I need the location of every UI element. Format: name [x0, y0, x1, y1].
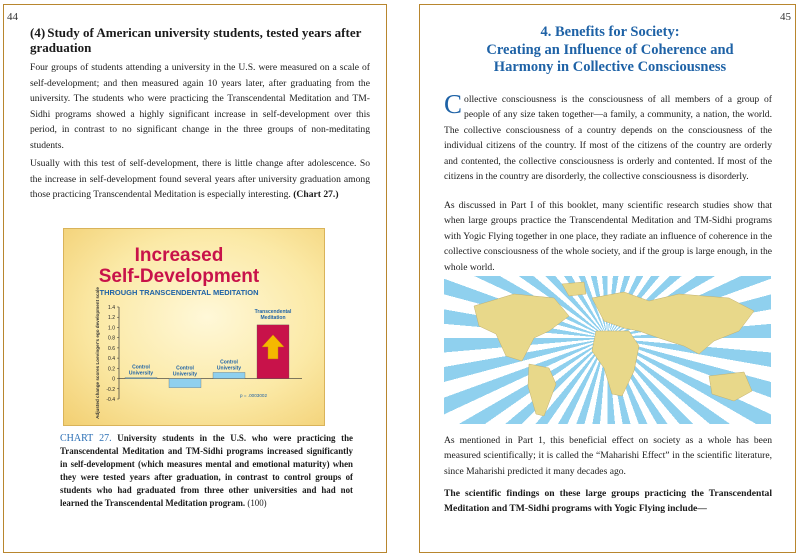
- significance-note: p = .0003002: [240, 393, 267, 398]
- para2-text: Usually with this test of self-development, there is little change after adolescence. So the increase in self-development found several years after university graduation among those practicing Transcendental Meditation is especially interesting.: [30, 158, 370, 201]
- body-paragraph-r2: As discussed in Part I of this booklet, many scientific research studies show that when large groups practice the Transcendental Meditation and TM-Sidhi programs with Yogic Flying together in one place, they radiate an influence of coherence in the collective consciousness of the whole society, and if the group is large enough, in the whole world.: [444, 200, 772, 273]
- caption-label: CHART 27.: [60, 433, 112, 444]
- y-tick-label: 1.0: [108, 325, 115, 332]
- body-paragraph-r1: [444, 89, 772, 184]
- title-line-2: Creating an Influence of Coherence and: [486, 41, 734, 58]
- heading-number: (4): [30, 25, 46, 40]
- caption-bold: University students in the U.S. who were practicing the Transcendental Meditation and TM-Sidhi programs increased significantly in self-development (which measures mental and emotional maturity) when they were tested years after graduation, in contrast to control groups of students who had graduated from three other universities and had not learned the Transcendental Meditation program.: [60, 433, 353, 508]
- y-tick-label: 0: [112, 376, 115, 383]
- world-map-image: [444, 276, 771, 424]
- chart-title-line2: Self-Development: [98, 266, 260, 287]
- y-tick-label: 0.6: [108, 345, 115, 352]
- y-tick-label: 1.4: [108, 305, 115, 311]
- bar-control-3: [213, 372, 245, 378]
- title-line-3: Harmony in Collective Consciousness: [493, 59, 727, 75]
- page-number-right: 45: [780, 11, 791, 23]
- chart-svg: [64, 229, 324, 425]
- section-title: [447, 24, 773, 77]
- bar-label: Control: [132, 364, 150, 371]
- bar-label: Transcendental: [254, 308, 292, 315]
- bar-label: University: [216, 365, 242, 372]
- bar-control-1: [125, 378, 157, 379]
- page-number-left: 44: [7, 11, 18, 23]
- y-tick-label: -0.2: [106, 386, 115, 393]
- y-tick-label: -0.4: [106, 397, 115, 403]
- caption-ref: (100): [245, 498, 267, 508]
- body-paragraph-r4: The scientific findings on these large groups practicing the Transcendental Meditation and TM-Sidhi programs with Yogic Flying include—: [444, 488, 772, 515]
- y-tick-label: 0.2: [108, 366, 115, 373]
- world-map-icon: [444, 276, 771, 424]
- y-tick-label: 0.8: [108, 335, 115, 342]
- chart-plot-area: [95, 287, 302, 419]
- bar-label: Control: [176, 365, 194, 372]
- body-paragraph-r3: As mentioned in Part 1, this beneficial effect on society as a whole has been measured scientifically; it is called the “Maharishi Effect” in the scientific literature, since Maharishi predicted it many decades ago.: [444, 435, 772, 477]
- chart-subtitle: THROUGH TRANSCENDENTAL MEDITATION: [99, 288, 259, 297]
- para1-text: ollective consciousness is the consciousness of all members of a group of people of any size taken together—a family, a community, a nation, the world. The collective consciousness of a country depends on the consciousness of the individual citizens of the country. If most of the citizens of the country are orderly and contented, the collective consciousness is orderly and contented. If most of the citizens in the country are disorderly, the collective consciousness is disorderly.: [444, 94, 772, 183]
- body-paragraph-1: Four groups of students attending a university in the U.S. were measured on a scale of self-development; and then measured again 10 years later, after graduating from the university. The students who were practicing the Transcendental Meditation and TM-Sidhi programs showed a highly significant increase in self-development over this period, in contrast to no significant change in the three groups of non-meditating students.: [30, 62, 370, 151]
- bar-control-2: [169, 379, 201, 388]
- bar-label: University: [172, 371, 198, 378]
- title-line-1: 4. Benefits for Society:: [540, 24, 680, 40]
- bar-label: Meditation: [260, 314, 286, 321]
- chart-title-line1: Increased: [134, 245, 224, 266]
- drop-cap: C: [444, 89, 463, 119]
- bar-label: Control: [220, 359, 238, 366]
- section-heading: [30, 25, 365, 55]
- y-tick-label: 1.2: [108, 315, 115, 322]
- y-axis-label: Adjusted change scores Loevinger's ego development scale: [95, 287, 100, 419]
- chart-caption: [60, 432, 353, 510]
- chart-27: [63, 228, 325, 426]
- heading-text: Study of American university students, tested years after graduation: [30, 25, 362, 55]
- body-paragraph-2: [30, 156, 370, 203]
- bar-label: University: [128, 370, 154, 377]
- chart-reference: (Chart 27.): [293, 189, 339, 201]
- y-tick-label: 0.4: [108, 356, 115, 363]
